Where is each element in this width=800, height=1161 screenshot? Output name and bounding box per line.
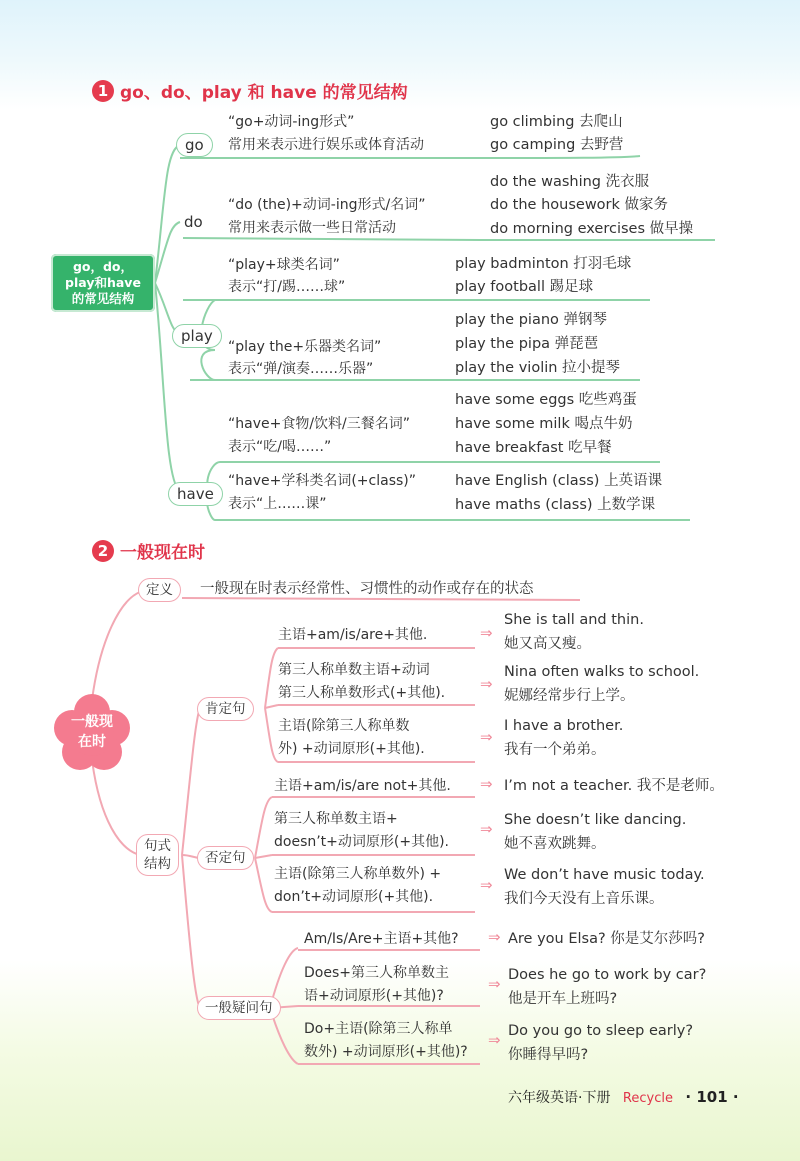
rule-text: Do+主语(除第三人称单 xyxy=(304,1021,453,1037)
double-arrow-icon: ⇒ xyxy=(488,928,501,946)
example-text: Do you go to sleep early? xyxy=(508,1023,694,1039)
section1-number: 1 xyxy=(92,80,114,102)
rule-text: 第三人称单数主语+动词 xyxy=(278,662,430,678)
section2-title: 一般现在时 xyxy=(120,543,205,563)
mindmap-root-box xyxy=(51,254,155,312)
example-text: go camping 去野营 xyxy=(490,137,624,153)
example-text: do the housework 做家务 xyxy=(490,197,669,213)
example-text: play the pipa 弹琵琶 xyxy=(455,336,599,352)
type-node-negative: 否定句 xyxy=(197,846,254,870)
rule-text: “have+食物/饮料/三餐名词” xyxy=(228,416,411,432)
verb-node-have: have xyxy=(168,482,223,506)
example-text: have English (class) 上英语课 xyxy=(455,473,663,489)
rule-text: 外) +动词原形(+其他). xyxy=(278,741,425,757)
rule-text: 数外) +动词原形(+其他)? xyxy=(304,1044,468,1060)
example-text: She is tall and thin. xyxy=(504,612,644,628)
root-label-line: go，do， xyxy=(72,259,134,274)
section2-number: 2 xyxy=(92,540,114,562)
type-node-question: 一般疑问句 xyxy=(197,996,281,1020)
root-label-line: 在时 xyxy=(78,734,106,750)
double-arrow-icon: ⇒ xyxy=(488,1031,501,1049)
example-text: 我们今天没有上音乐课。 xyxy=(504,891,664,907)
rule-text: doesn’t+动词原形(+其他). xyxy=(274,834,450,850)
example-text: play badminton 打羽毛球 xyxy=(455,256,632,272)
rule-text: “play+球类名词” xyxy=(228,257,340,273)
example-text: do the washing 洗衣服 xyxy=(490,174,650,190)
rule-text: “do (the)+动词-ing形式/名词” xyxy=(228,197,426,213)
structure-node xyxy=(136,834,179,876)
example-text: Nina often walks to school. xyxy=(504,664,700,680)
verb-node-do: do xyxy=(184,213,203,231)
rule-text: 主语+am/is/are not+其他. xyxy=(274,778,451,794)
example-text: play the violin 拉小提琴 xyxy=(455,360,621,376)
section2-root xyxy=(52,712,132,752)
book-title: 六年级英语·下册 xyxy=(508,1090,611,1106)
type-node-affirmative: 肯定句 xyxy=(197,697,254,721)
example-text: have breakfast 吃早餐 xyxy=(455,440,612,456)
structure-label-line: 结构 xyxy=(144,856,171,872)
example-text: have maths (class) 上数学课 xyxy=(455,497,656,513)
rule-text: 第三人称单数主语+ xyxy=(274,811,398,827)
rule-text: “go+动词-ing形式” xyxy=(228,114,355,130)
root-label-line: 一般现 xyxy=(71,714,113,730)
example-text: 她又高又瘦。 xyxy=(504,636,591,652)
double-arrow-icon: ⇒ xyxy=(480,675,493,693)
double-arrow-icon: ⇒ xyxy=(480,728,493,746)
section2-header xyxy=(92,538,205,563)
section1-title: go、do、play 和 have 的常见结构 xyxy=(120,83,408,103)
rule-text: don’t+动词原形(+其他). xyxy=(274,889,434,905)
rule-text: 主语(除第三人称单数外) + xyxy=(274,866,442,882)
double-arrow-icon: ⇒ xyxy=(480,876,493,894)
rule-desc: 表示“弹/演奏……乐器” xyxy=(228,361,374,377)
rule-text: 主语+am/is/are+其他. xyxy=(278,627,428,643)
example-text: 她不喜欢跳舞。 xyxy=(504,836,606,852)
page-number: · 101 · xyxy=(685,1088,739,1106)
page-footer xyxy=(508,1087,739,1107)
example-text: 我有一个弟弟。 xyxy=(504,742,606,758)
section1-header xyxy=(92,78,408,103)
example-text: play the piano 弹钢琴 xyxy=(455,312,608,328)
definition-node: 定义 xyxy=(138,578,181,602)
rule-text: 主语(除第三人称单数 xyxy=(278,718,410,734)
rule-desc: 表示“吃/喝……” xyxy=(228,439,332,455)
root-label-line: 的常见结构 xyxy=(71,291,135,306)
example-text: 妮娜经常步行上学。 xyxy=(504,688,635,704)
rule-text: Am/Is/Are+主语+其他? xyxy=(304,931,459,947)
rule-desc: 常用来表示进行娱乐或体育活动 xyxy=(228,137,424,153)
example-text: Does he go to work by car? xyxy=(508,967,707,983)
example-text: play football 踢足球 xyxy=(455,279,594,295)
definition-text: 一般现在时表示经常性、习惯性的动作或存在的状态 xyxy=(200,581,534,597)
example-text: go climbing 去爬山 xyxy=(490,114,623,130)
rule-text: 语+动词原形(+其他)? xyxy=(304,988,444,1004)
verb-node-go: go xyxy=(176,133,213,157)
structure-label-line: 句式 xyxy=(144,838,171,854)
rule-desc: 常用来表示做一些日常活动 xyxy=(228,220,396,236)
example-text: Are you Elsa? 你是艾尔莎吗? xyxy=(508,931,705,947)
example-text: I have a brother. xyxy=(504,718,624,734)
example-text: We don’t have music today. xyxy=(504,867,705,883)
double-arrow-icon: ⇒ xyxy=(480,624,493,642)
example-text: do morning exercises 做早操 xyxy=(490,221,694,237)
double-arrow-icon: ⇒ xyxy=(488,975,501,993)
example-text: She doesn’t like dancing. xyxy=(504,812,687,828)
rule-text: “have+学科类名词(+class)” xyxy=(228,473,416,489)
rule-text: “play the+乐器类名词” xyxy=(228,339,382,355)
double-arrow-icon: ⇒ xyxy=(480,820,493,838)
unit-label: Recycle xyxy=(622,1091,673,1106)
example-text: have some milk 喝点牛奶 xyxy=(455,416,633,432)
rule-text: 第三人称单数形式(+其他). xyxy=(278,685,446,701)
double-arrow-icon: ⇒ xyxy=(480,775,493,793)
example-text: I’m not a teacher. 我不是老师。 xyxy=(504,778,724,794)
example-text: 他是开车上班吗? xyxy=(508,991,618,1007)
verb-node-play: play xyxy=(172,324,222,348)
rule-desc: 表示“打/踢……球” xyxy=(228,279,346,295)
example-text: 你睡得早吗? xyxy=(508,1047,589,1063)
rule-text: Does+第三人称单数主 xyxy=(304,965,449,981)
root-label-line: play和have xyxy=(65,275,141,290)
rule-desc: 表示“上……课” xyxy=(228,496,327,512)
example-text: have some eggs 吃些鸡蛋 xyxy=(455,392,637,408)
